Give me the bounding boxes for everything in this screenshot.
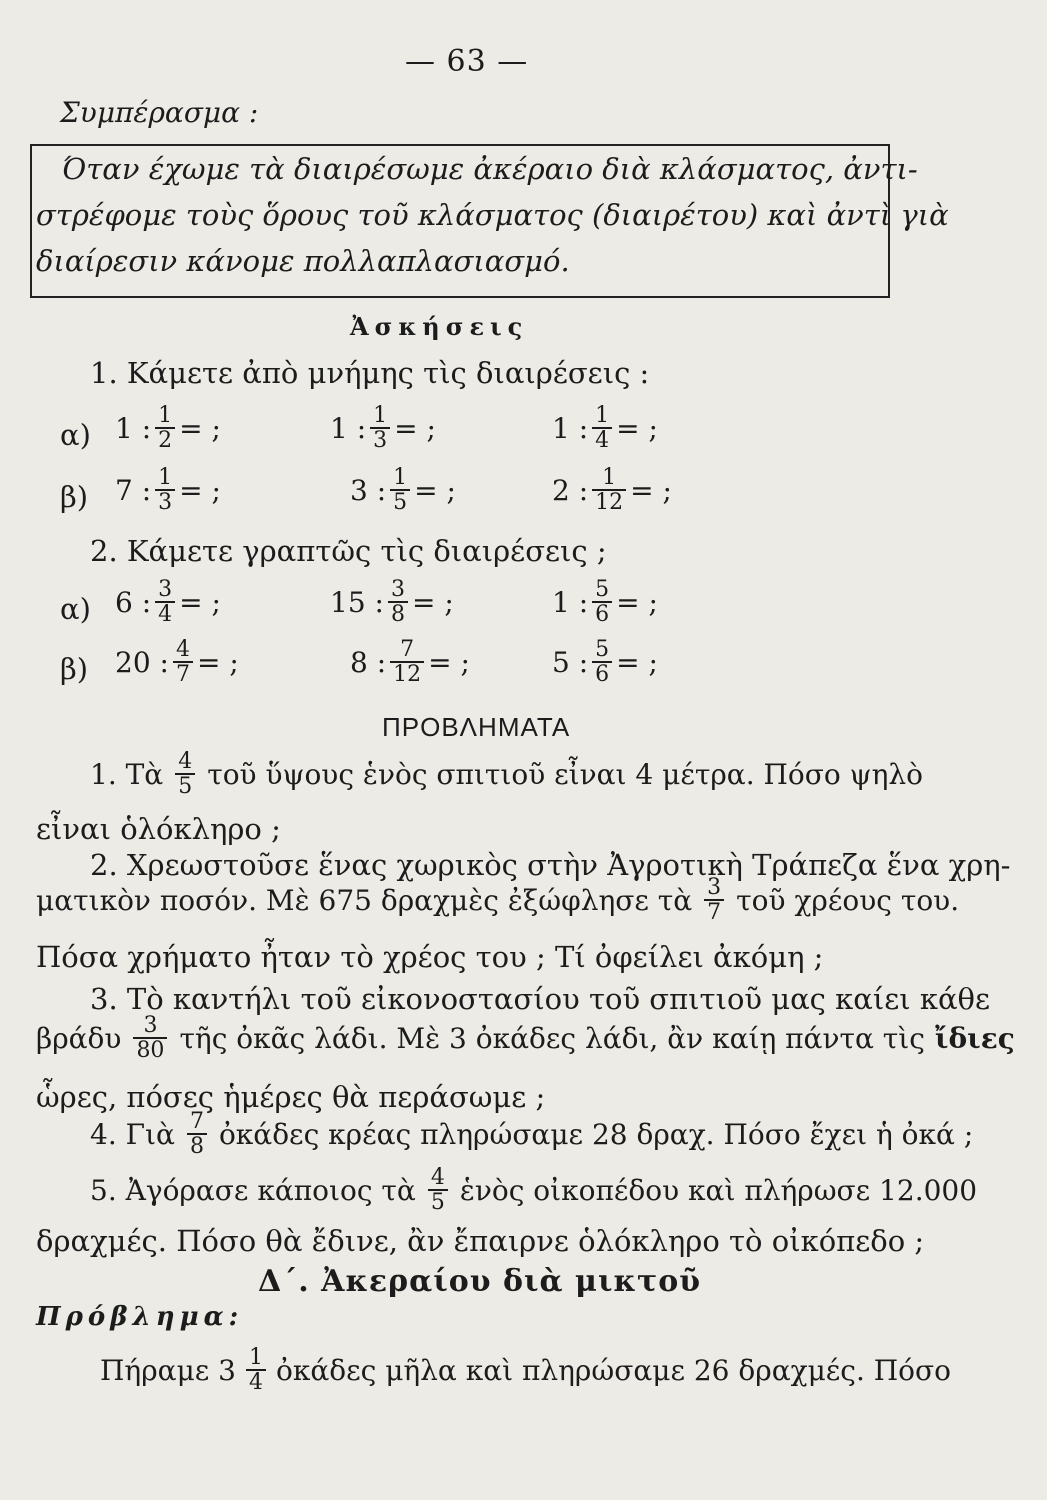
ex2-b-expr-1 [115,638,239,686]
ex1-b-expr-3 [552,466,672,514]
numerator: 5 [595,577,610,602]
problem-text: ὀκάδες μῆλα καὶ πληρώσαμε 26 δραχμές. Πόσο [275,1353,952,1387]
numerator: 1 [158,465,173,490]
problem-2-line-3: Πόσα χρήματο ἦταν τὸ χρέος του ; Τί ὀφείλει ἀκόμη ; [36,940,824,974]
denominator: 12 [595,490,624,516]
denominator: 5 [178,774,193,800]
problem-text: τοῦ ὕψους ἑνὸς σπιτιοῦ εἶναι 4 μέτρα. Πόσο ψηλὸ [207,757,923,791]
fraction [428,1166,448,1214]
problem-label: Πρόβλημα: [36,1302,244,1332]
numerator: 3 [143,1013,158,1038]
fraction [155,404,175,452]
ex2-a-expr-3 [552,578,658,626]
section-d-title: Δ΄. Ἀκεραίου διὰ μικτοῦ [258,1264,702,1299]
problem-3-line-2 [36,1014,1015,1062]
problem-text: τῆς ὀκᾶς λάδι. Μὲ 3 ὀκάδες λάδι, ἂν καίῃ πάντα τὶς [179,1021,925,1055]
division-whole: 2 : [552,473,589,507]
denominator: 8 [390,602,405,628]
fraction [370,404,390,452]
equals-sign: = ; [616,411,658,445]
problem-2-line-2 [36,876,959,924]
denominator: 2 [158,428,173,454]
fraction [155,578,175,626]
problem-text: 5. Ἀγόρασε κάποιος τὰ [90,1173,416,1207]
division-whole: 1 : [552,411,589,445]
numerator: 3 [158,577,173,602]
problem-1-line-2: εἶναι ὁλόκληρο ; [36,812,281,846]
denominator: 7 [175,662,190,688]
fraction [390,466,410,514]
problem-text: 4. Γιὰ [90,1117,175,1151]
problem-text: βράδυ [36,1021,122,1055]
problems-title: ΠΡΟΒΛΗΜΑΤΑ [382,712,571,742]
numerator: 1 [393,465,408,490]
division-whole: 7 : [115,473,152,507]
fraction [173,638,193,686]
emphasized-word: ἴδιες [934,1021,1015,1055]
denominator: 5 [430,1190,445,1216]
problem-5-line-1 [90,1166,977,1214]
numerator: 1 [602,465,617,490]
problem-text: ματικὸν ποσόν. Μὲ 675 δραχμὲς ἐξώφλησε τὰ [36,883,693,917]
denominator: 4 [595,428,610,454]
division-whole: 3 : [350,473,387,507]
denominator: 4 [248,1370,263,1396]
rule-line-3: διαίρεσιν κάνομε πολλαπλασιασμό. [36,244,570,278]
numerator: 1 [373,403,388,428]
numerator: 7 [189,1109,204,1134]
ex2-row-b-label: β) [60,652,89,686]
division-whole: 5 : [552,645,589,679]
denominator: 7 [707,900,722,926]
equals-sign: = ; [394,411,436,445]
fraction [592,466,626,514]
numerator: 3 [390,577,405,602]
denominator: 6 [595,602,610,628]
equals-sign: = ; [179,585,221,619]
ex2-a-expr-2 [330,578,454,626]
denominator: 4 [158,602,173,628]
fraction [592,578,612,626]
division-whole: 20 : [115,645,169,679]
problem-2-line-1: 2. Χρεωστοῦσε ἕνας χωρικὸς στὴν Ἀγροτικὴ Τράπεζα ἕνα χρη- [90,848,1011,882]
exercise-2-prompt: 2. Κάμετε γραπτῶς τὶς διαιρέσεις ; [90,534,607,568]
problem-3-line-3: ὧρες, πόσες ἡμέρες θὰ περάσωμε ; [36,1080,546,1114]
fraction [592,404,612,452]
denominator: 80 [136,1038,165,1064]
ex1-row-a-label: α) [60,418,91,452]
numerator: 1 [595,403,610,428]
denominator: 8 [189,1134,204,1160]
problem-text: ὀκάδες κρέας πληρώσαμε 28 δραχ. Πόσο ἔχει ἡ ὀκά ; [218,1117,974,1151]
fraction [388,578,408,626]
fraction [155,466,175,514]
page-number: — 63 — [405,44,529,79]
equals-sign: = ; [179,473,221,507]
numerator: 3 [707,875,722,900]
problem-text: Πήραμε 3 [100,1353,236,1387]
problem-text: ἑνὸς οἰκοπέδου καὶ πλήρωσε 12.000 [459,1173,978,1207]
fraction [175,750,195,798]
denominator: 12 [393,662,422,688]
fraction [133,1014,167,1062]
problem-5-line-2: δραχμές. Πόσο θὰ ἔδινε, ἂν ἔπαιρνε ὁλόκληρο τὸ οἰκόπεδο ; [36,1224,925,1258]
fraction [246,1346,266,1394]
division-whole: 1 : [552,585,589,619]
conclusion-label: Συμπέρασμα : [60,96,259,129]
equals-sign: = ; [616,645,658,679]
problem-text: 1. Τὰ [90,757,164,791]
ex1-b-expr-1 [115,466,221,514]
fraction [704,876,724,924]
equals-sign: = ; [196,645,239,679]
ex1-row-b-label: β) [60,480,89,514]
equals-sign: = ; [411,585,454,619]
denominator: 3 [373,428,388,454]
division-whole: 1 : [115,411,152,445]
exercise-1-prompt: 1. Κάμετε ἀπὸ μνήμης τὶς διαιρέσεις : [90,356,650,390]
ex1-a-expr-3 [552,404,658,452]
numerator: 5 [595,637,610,662]
ex2-a-expr-1 [115,578,221,626]
ex2-b-expr-3 [552,638,658,686]
ex1-a-expr-1 [115,404,221,452]
problem-1-line-1 [90,750,923,798]
equals-sign: = ; [179,411,221,445]
numerator: 1 [248,1345,263,1370]
rule-line-1: Όταν έχωμε τὰ διαιρέσωμε ἀκέραιο διὰ κλάσματος, ἀντι- [62,152,918,186]
denominator: 5 [393,490,408,516]
denominator: 3 [158,490,173,516]
ex1-a-expr-2 [330,404,436,452]
ex2-b-expr-2 [350,638,470,686]
ex1-b-expr-2 [350,466,456,514]
denominator: 6 [595,662,610,688]
fraction [592,638,612,686]
numerator: 4 [430,1165,445,1190]
rule-line-2: στρέφομε τοὺς ὅρους τοῦ κλάσματος (διαιρέτου) καὶ ἀντὶ γιὰ [36,198,949,232]
problem-text: τοῦ χρέους του. [736,883,960,917]
problem-4-line [90,1110,973,1158]
equals-sign: = ; [428,645,470,679]
numerator: 7 [400,637,415,662]
numerator: 4 [178,749,193,774]
ex2-row-a-label: α) [60,592,91,626]
final-problem-line [100,1346,951,1394]
division-whole: 6 : [115,585,152,619]
division-whole: 15 : [330,585,384,619]
division-whole: 1 : [330,411,367,445]
equals-sign: = ; [630,473,672,507]
division-whole: 8 : [350,645,387,679]
problem-3-line-1: 3. Τὸ καντήλι τοῦ εἰκονοστασίου τοῦ σπιτιοῦ μας καίει κάθε [90,982,991,1016]
fraction [187,1110,207,1158]
exercises-title: Ἀσκήσεις [350,312,529,341]
equals-sign: = ; [616,585,658,619]
numerator: 4 [175,637,190,662]
equals-sign: = ; [414,473,456,507]
fraction [390,638,424,686]
numerator: 1 [158,403,173,428]
